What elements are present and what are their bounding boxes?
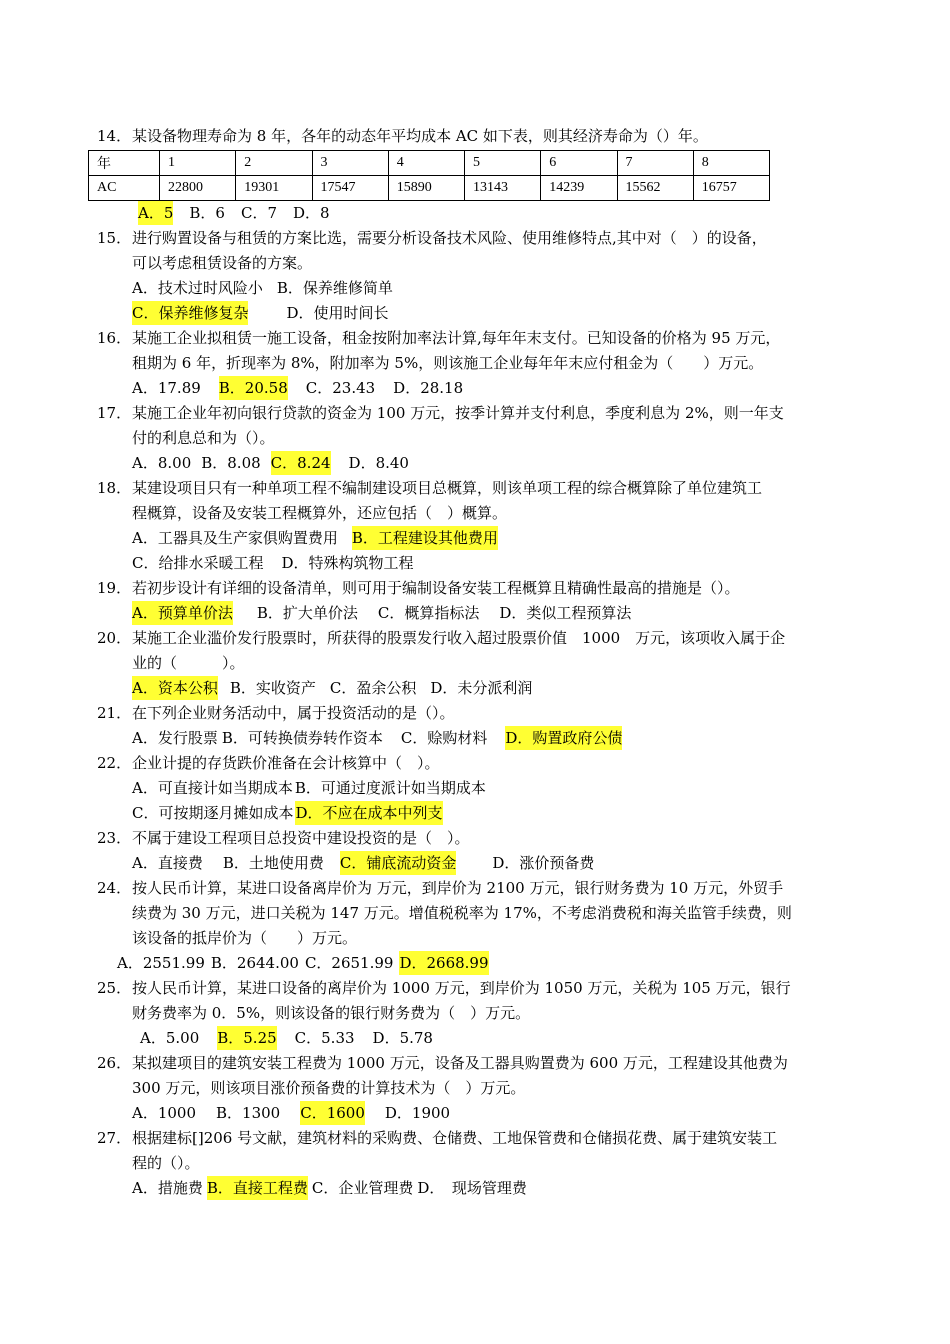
q19-options — [132, 601, 653, 625]
question-text: 企业计提的存货跌价准备在会计核算中（ ）。 — [132, 754, 440, 772]
table-cell: AC — [89, 176, 160, 201]
q26-options — [132, 1101, 472, 1125]
q15-options-2 — [132, 301, 411, 325]
question-number: 15． — [97, 229, 132, 247]
option-c: C．2651.99 — [304, 954, 394, 972]
table-row — [89, 176, 770, 201]
option-b-answer: B．工程建设其他费用 — [352, 526, 498, 550]
question-18-cont: 程概算，设备及安装工程概算外，还应包括（ ）概算。 — [132, 504, 508, 522]
question-number: 17． — [97, 404, 132, 422]
question-number: 14． — [97, 127, 132, 145]
question-20 — [97, 626, 785, 650]
option-a: A．17.89 — [132, 379, 201, 397]
table-cell: 16757 — [693, 176, 769, 201]
option-c: C．23.43 — [305, 379, 376, 397]
option-a: A．8.00 — [132, 454, 192, 472]
q15-options-1 — [132, 276, 415, 300]
option-c-answer: C．保养维修复杂 — [132, 301, 248, 325]
question-17 — [97, 401, 784, 425]
question-text: 某设备物理寿命为 8 年，各年的动态年平均成本 AC 如下表，则其经济寿命为（）年。 — [132, 127, 708, 145]
option-a: A．2551.99 — [117, 954, 205, 972]
option-c: C．5.33 — [294, 1029, 355, 1047]
question-text: 不属于建设工程项目总投资中建设投资的是（ ）。 — [132, 829, 470, 847]
question-number: 27． — [97, 1129, 132, 1147]
question-number: 23． — [97, 829, 132, 847]
table-cell: 13143 — [465, 176, 541, 201]
option-a: A．1000 — [132, 1104, 197, 1122]
question-24-cont-2: 该设备的抵岸价为（ ）万元。 — [132, 929, 358, 947]
q17-options — [132, 451, 431, 475]
option-a: A．技术过时风险小 — [132, 279, 263, 297]
option-a: A．措施费 — [132, 1179, 203, 1197]
q23-options — [132, 851, 616, 875]
table-cell: 5 — [465, 151, 541, 176]
question-24 — [97, 876, 783, 900]
option-d-answer: D．购置政府公债 — [505, 726, 622, 750]
question-18 — [97, 476, 762, 500]
question-number: 16． — [97, 329, 132, 347]
option-d-answer: D．2668.99 — [399, 951, 488, 975]
question-22 — [97, 751, 440, 775]
option-b: B．扩大单价法 — [256, 604, 358, 622]
option-c-answer: C．8.24 — [271, 451, 331, 475]
option-c: C．盈余公积 — [329, 679, 417, 697]
question-text: 按人民币计算，某进口设备离岸价为 万元，到岸价为 2100 万元，银行财务费为 10 万元，外贸手 — [132, 879, 784, 897]
option-d: D．8.40 — [348, 454, 409, 472]
question-16 — [97, 326, 780, 350]
option-c: C．7 — [240, 204, 277, 222]
table-cell: 2 — [236, 151, 312, 176]
option-a: A．发行股票 — [132, 729, 218, 747]
option-b: B．8.08 — [201, 454, 261, 472]
option-c-answer: C．1600 — [300, 1101, 365, 1125]
question-25-cont: 财务费率为 0．5%，则该设备的银行财务费为（ ）万元。 — [132, 1004, 531, 1022]
q27-options — [132, 1176, 549, 1200]
option-a-answer: A．预算单价法 — [132, 601, 233, 625]
option-b: B．6 — [189, 204, 225, 222]
option-c: C．概算指标法 — [377, 604, 480, 622]
question-number: 21． — [97, 704, 132, 722]
option-c: C．企业管理费 — [311, 1179, 414, 1197]
q25-options — [140, 1026, 455, 1050]
question-text: 某施工企业年初向银行贷款的资金为 100 万元，按季计算并支付利息，季度利息为 2%，则一年支 — [132, 404, 784, 422]
table-cell: 4 — [388, 151, 464, 176]
option-b: B．实收资产 — [229, 679, 316, 697]
q16-options — [132, 376, 485, 400]
option-d: D．8 — [293, 204, 330, 222]
option-d: D．5.78 — [372, 1029, 433, 1047]
table-row — [89, 151, 770, 176]
question-24-cont: 续费为 30 万元，进口关税为 147 万元。增值税税率为 17%，不考虑消费税和海关监管手续费，则 — [132, 904, 792, 922]
table-cell: 15562 — [617, 176, 693, 201]
question-16-cont: 租期为 6 年，折现率为 8%，附加率为 5%，则该施工企业每年年末应付租金为（ ）万元。 — [132, 354, 764, 372]
table-cell: 19301 — [236, 176, 312, 201]
option-b-answer: B．直接工程费 — [207, 1176, 308, 1200]
option-d: D．涨价预备费 — [492, 854, 595, 872]
table-cell: 8 — [693, 151, 769, 176]
option-d: D．28.18 — [393, 379, 464, 397]
table-cell: 3 — [312, 151, 388, 176]
option-d: D．类似工程预算法 — [499, 604, 632, 622]
option-b-answer: B．5.25 — [217, 1026, 276, 1050]
question-27-cont: 程的（）。 — [132, 1154, 200, 1172]
q18-options-1 — [132, 526, 520, 550]
question-text: 某建设项目只有一种单项工程不编制建设项目总概算，则该单项工程的综合概算除了单位建筑工 — [132, 479, 763, 497]
table-cell: 15890 — [388, 176, 464, 201]
table-cell: 17547 — [312, 176, 388, 201]
question-14 — [97, 124, 708, 148]
question-21 — [97, 701, 455, 725]
question-26-cont: 300 万元，则该项目涨价预备费的计算技术为（ ）万元。 — [132, 1079, 526, 1097]
question-27 — [97, 1126, 777, 1150]
option-d: D．1900 — [384, 1104, 451, 1122]
question-15 — [97, 226, 767, 250]
option-b: B．可通过度派计如当期成本 — [294, 779, 486, 797]
option-a-answer: A．5 — [138, 201, 173, 225]
q24-options — [117, 951, 511, 975]
option-a: A．工器具及生产家俱购置费用 — [132, 529, 338, 547]
table-cell: 年 — [89, 151, 160, 176]
option-a: A．直接费 — [132, 854, 203, 872]
question-number: 18． — [97, 479, 132, 497]
q18-options-2 — [132, 551, 436, 575]
question-number: 22． — [97, 754, 132, 772]
option-d: D．使用时间长 — [286, 304, 389, 322]
question-text: 某施工企业滥价发行股票时，所获得的股票发行收入超过股票价值 1000 万元，该项收入属于企 — [132, 629, 786, 647]
option-b: B．保养维修简单 — [276, 279, 393, 297]
q21-options — [132, 726, 644, 750]
question-26 — [97, 1051, 788, 1075]
option-c: C．给排水采暖工程 — [132, 554, 264, 572]
question-25 — [97, 976, 791, 1000]
question-text: 若初步设计有详细的设备清单，则可用于编制设备安装工程概算且精确性最高的措施是（）。 — [132, 579, 740, 597]
option-a-answer: A．资本公积 — [132, 676, 218, 700]
table-cell: 1 — [160, 151, 236, 176]
question-number: 26． — [97, 1054, 132, 1072]
question-text: 根据建标[]206 号文献，建筑材料的采购费、仓储费、工地保管费和仓储损花费、属于建筑安装工 — [132, 1129, 778, 1147]
option-d-answer: D．不应在成本中列支 — [295, 801, 442, 825]
option-b: B．可转换债券转作资本 — [221, 729, 383, 747]
question-number: 24． — [97, 879, 132, 897]
question-15-cont: 可以考虑租赁设备的方案。 — [132, 254, 313, 272]
question-text: 某施工企业拟租赁一施工设备，租金按附加率法计算,每年年末支付。已知设备的价格为 95 万元， — [132, 329, 781, 347]
table-cell: 22800 — [160, 176, 236, 201]
option-a: A．可直接计如当期成本 — [132, 779, 293, 797]
option-b-answer: B．20.58 — [219, 376, 288, 400]
option-d: D．特殊构筑物工程 — [281, 554, 414, 572]
q14-options — [138, 201, 352, 225]
question-text: 某拟建项目的建筑安装工程费为 1000 万元，设备及工器具购置费为 600 万元，工程建设其他费为 — [132, 1054, 788, 1072]
question-number: 25． — [97, 979, 132, 997]
table-cell: 14239 — [541, 176, 617, 201]
option-c: C．赊购材料 — [400, 729, 488, 747]
q22-options-1 — [132, 776, 508, 800]
question-17-cont: 付的利息总和为（）。 — [132, 429, 275, 447]
option-a: A．5.00 — [140, 1029, 200, 1047]
question-19 — [97, 576, 740, 600]
option-b: B．2644.00 — [210, 954, 299, 972]
table-cell: 6 — [541, 151, 617, 176]
option-d: D． 现场管理费 — [417, 1179, 527, 1197]
option-c: C．可按期逐月摊如成本 — [132, 804, 294, 822]
question-number: 20． — [97, 629, 132, 647]
q22-options-2 — [132, 801, 465, 825]
question-text: 在下列企业财务活动中，属于投资活动的是（）。 — [132, 704, 455, 722]
q20-options — [132, 676, 554, 700]
option-b: B．土地使用费 — [222, 854, 324, 872]
option-b: B．1300 — [216, 1104, 281, 1122]
question-23 — [97, 826, 470, 850]
question-text: 按人民币计算，某进口设备的离岸价为 1000 万元，到岸价为 1050 万元，关税为 105 万元，银行 — [132, 979, 791, 997]
table-cell: 7 — [617, 151, 693, 176]
question-20-cont: 业的（ ）。 — [132, 654, 245, 672]
question-text: 进行购置设备与租赁的方案比选，需要分析设备技术风险、使用维修特点,其中对（ ）的设备， — [132, 229, 767, 247]
ac-table — [88, 150, 770, 201]
option-d: D．未分派利润 — [430, 679, 533, 697]
option-c-answer: C．铺底流动资金 — [340, 851, 456, 875]
question-number: 19． — [97, 579, 132, 597]
